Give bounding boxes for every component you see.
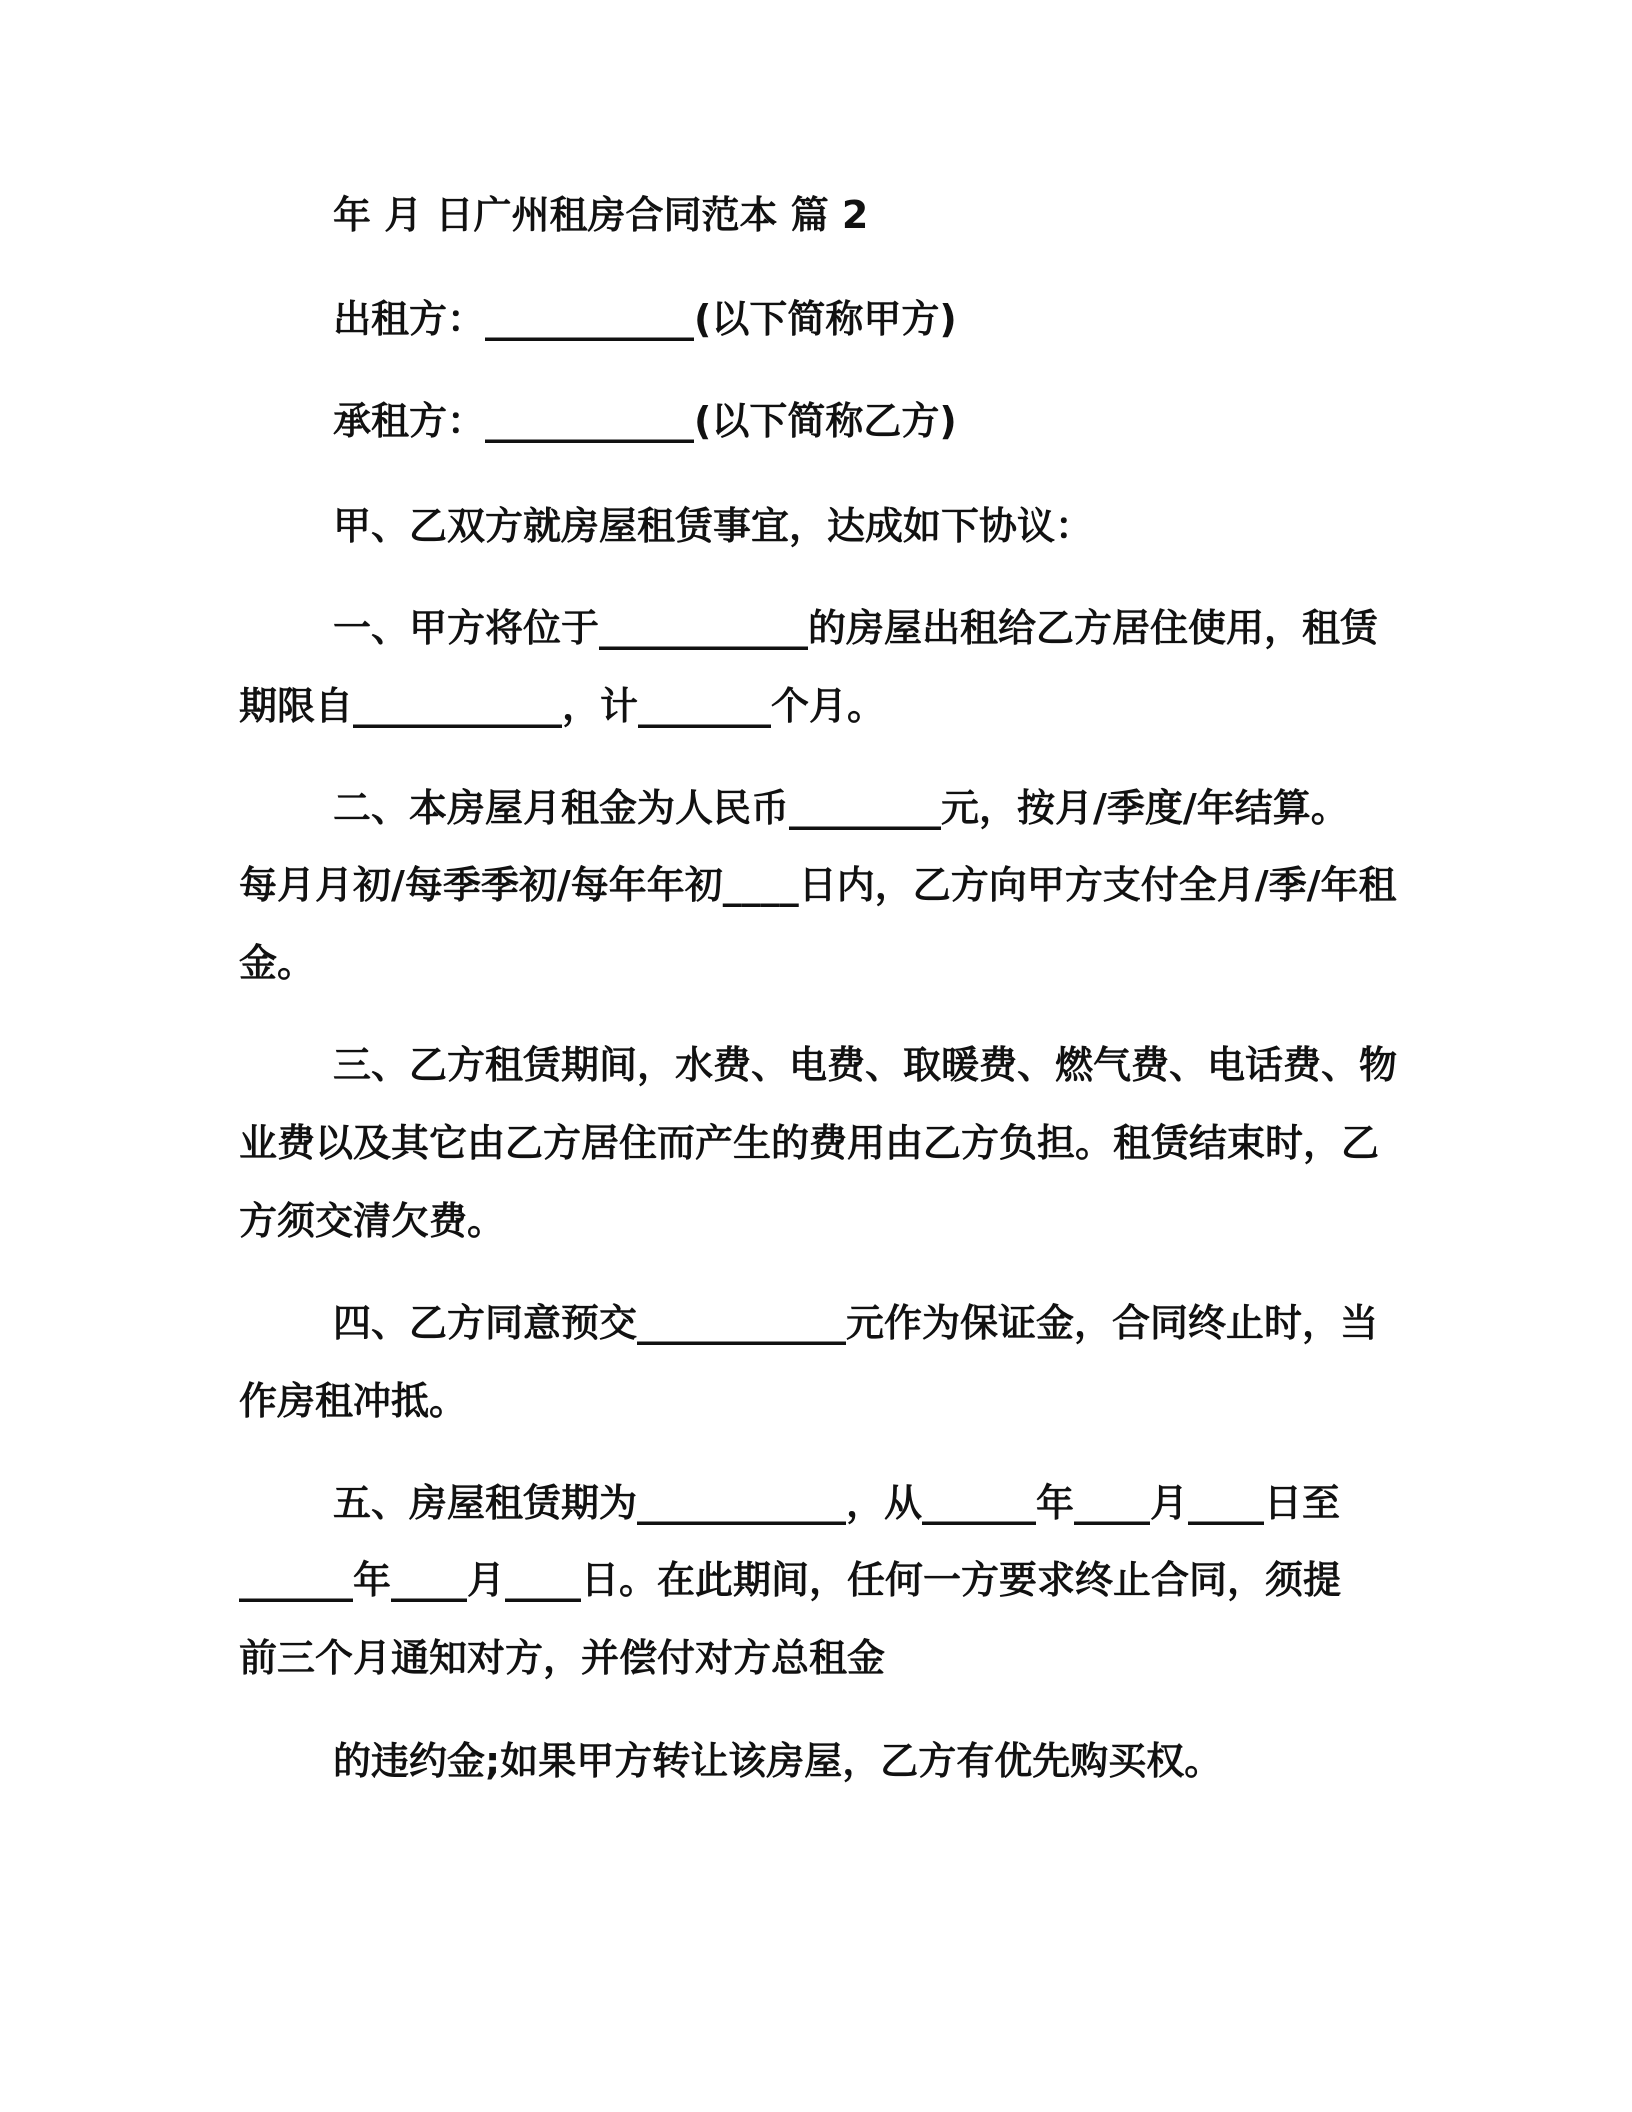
intro-paragraph: 甲、乙双方就房屋租赁事宜，达成如下协议： <box>333 504 1094 548</box>
clause-5-line-3: 前三个月通知对方，并偿付对方总租金 <box>239 1636 886 1680</box>
clause-2-line-2: 每月月初/每季季初/每年年初____日内，乙方向甲方支付全月/季/年租 <box>239 863 1397 907</box>
clause-5-line-1: 五、房屋租赁期为___________，从______年____月____日至 <box>333 1481 1341 1525</box>
clause-2-line-3: 金。 <box>239 941 316 985</box>
clause-5-line-2: ______年____月____日。在此期间，任何一方要求终止合同，须提 <box>239 1558 1342 1602</box>
clause-4-line-2: 作房租冲抵。 <box>239 1379 468 1423</box>
clause-4-line-1: 四、乙方同意预交___________元作为保证金，合同终止时，当 <box>333 1301 1379 1345</box>
clause-5-continuation: 的违约金;如果甲方转让该房屋，乙方有优先购买权。 <box>333 1739 1223 1783</box>
clause-1-line-1: 一、甲方将位于___________的房屋出租给乙方居住使用，租赁 <box>333 606 1379 650</box>
lessee-line: 承租方：___________(以下简称乙方) <box>333 399 957 443</box>
clause-2-line-1: 二、本房屋月租金为人民币________元，按月/季度/年结算。 <box>333 786 1349 830</box>
clause-1-line-2: 期限自___________，计_______个月。 <box>239 684 886 728</box>
clause-3-line-1: 三、乙方租赁期间，水费、电费、取暖费、燃气费、电话费、物 <box>333 1043 1398 1087</box>
document-title: 年 月 日广州租房合同范本 篇 2 <box>333 193 869 237</box>
clause-3-line-2: 业费以及其它由乙方居住而产生的费用由乙方负担。租赁结束时，乙 <box>239 1121 1380 1165</box>
lessor-line: 出租方：___________(以下简称甲方) <box>333 297 957 341</box>
clause-3-line-3: 方须交清欠费。 <box>239 1199 506 1243</box>
